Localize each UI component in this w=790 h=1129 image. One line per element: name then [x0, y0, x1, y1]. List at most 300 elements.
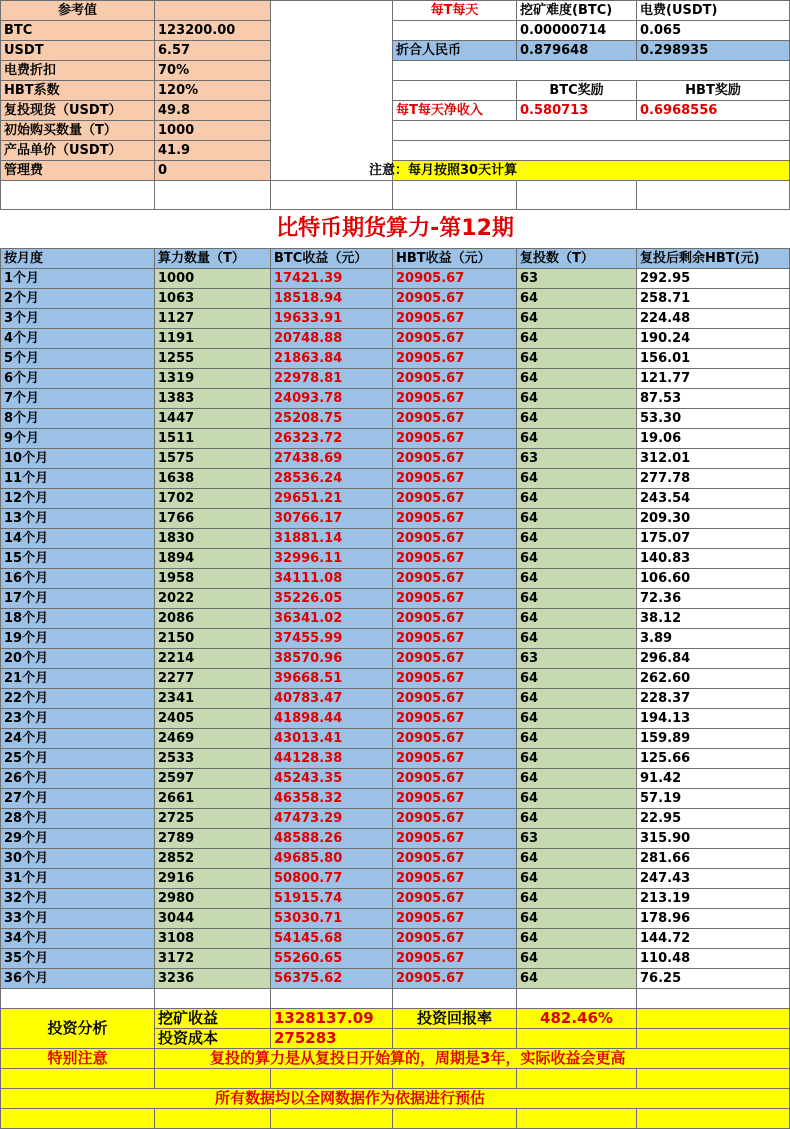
cell-reinvest: 63 — [517, 649, 637, 669]
table-row — [1, 569, 790, 589]
cell-remaining: 3.89 — [637, 629, 790, 649]
cell-hashrate: 1383 — [155, 389, 271, 409]
col-header-hashrate: 算力数量（T） — [155, 249, 271, 269]
cell-reinvest: 64 — [517, 929, 637, 949]
cell-btc-income: 32996.11 — [271, 549, 393, 569]
cell-btc-income: 34111.08 — [271, 569, 393, 589]
analysis-label: 投资分析 — [1, 1009, 155, 1049]
cell-remaining: 19.06 — [637, 429, 790, 449]
table-row — [1, 709, 790, 729]
cell-reinvest: 64 — [517, 809, 637, 829]
cell-month: 29个月 — [1, 829, 155, 849]
cell-remaining: 228.37 — [637, 689, 790, 709]
cell-remaining: 121.77 — [637, 369, 790, 389]
cell-hbt-income: 20905.67 — [393, 289, 517, 309]
cell-hbt-income: 20905.67 — [393, 809, 517, 829]
cell-month: 1个月 — [1, 269, 155, 289]
cell-btc-income: 47473.29 — [271, 809, 393, 829]
table-row — [1, 269, 790, 289]
cell-remaining: 140.83 — [637, 549, 790, 569]
cell-btc-income: 37455.99 — [271, 629, 393, 649]
cell-btc-income: 44128.38 — [271, 749, 393, 769]
table-row — [1, 409, 790, 429]
electricity-value: 0.065 — [637, 21, 790, 41]
cell-reinvest: 64 — [517, 849, 637, 869]
cell-month: 30个月 — [1, 849, 155, 869]
cell-hbt-income: 20905.67 — [393, 789, 517, 809]
cell-hashrate: 2725 — [155, 809, 271, 829]
cell-reinvest: 64 — [517, 729, 637, 749]
cell-reinvest: 63 — [517, 449, 637, 469]
cell-hbt-income: 20905.67 — [393, 429, 517, 449]
table-row — [1, 369, 790, 389]
cell-month: 3个月 — [1, 309, 155, 329]
cell-remaining: 144.72 — [637, 929, 790, 949]
cell-remaining: 213.19 — [637, 889, 790, 909]
cell-month: 22个月 — [1, 689, 155, 709]
rmb-value-1: 0.879648 — [517, 41, 637, 61]
cell-month: 33个月 — [1, 909, 155, 929]
cell-reinvest: 64 — [517, 689, 637, 709]
cell-reinvest: 64 — [517, 949, 637, 969]
cell-hashrate: 2469 — [155, 729, 271, 749]
cell-hbt-income: 20905.67 — [393, 469, 517, 489]
cell-reinvest: 64 — [517, 789, 637, 809]
cell-remaining: 277.78 — [637, 469, 790, 489]
cell-remaining: 243.54 — [637, 489, 790, 509]
month-note: 注意：每月按照30天计算 — [393, 161, 790, 181]
cell-btc-income: 28536.24 — [271, 469, 393, 489]
cell-hbt-income: 20905.67 — [393, 709, 517, 729]
cell-hbt-income: 20905.67 — [393, 389, 517, 409]
cell-remaining: 194.13 — [637, 709, 790, 729]
cell-hbt-income: 20905.67 — [393, 269, 517, 289]
cell-hbt-income: 20905.67 — [393, 869, 517, 889]
table-row — [1, 449, 790, 469]
cell-hashrate: 1575 — [155, 449, 271, 469]
cell-hbt-income: 20905.67 — [393, 629, 517, 649]
cell-hashrate: 1447 — [155, 409, 271, 429]
cell-reinvest: 64 — [517, 709, 637, 729]
cell-remaining: 190.24 — [637, 329, 790, 349]
cell-hashrate: 2214 — [155, 649, 271, 669]
cell-remaining: 247.43 — [637, 869, 790, 889]
cell-month: 25个月 — [1, 749, 155, 769]
cell-hbt-income: 20905.67 — [393, 509, 517, 529]
ref-value: 41.9 — [155, 141, 271, 161]
cell-hbt-income: 20905.67 — [393, 589, 517, 609]
reference-header: 参考值 — [1, 1, 155, 21]
hbt-reward-header: HBT奖励 — [637, 81, 790, 101]
table-row — [1, 649, 790, 669]
cell-btc-income: 29651.21 — [271, 489, 393, 509]
cell-reinvest: 64 — [517, 509, 637, 529]
table-row — [1, 789, 790, 809]
ref-label: BTC — [1, 21, 155, 41]
table-row — [1, 849, 790, 869]
col-header-hbt-income: HBT收益（元） — [393, 249, 517, 269]
rmb-value-2: 0.298935 — [637, 41, 790, 61]
table-row — [1, 329, 790, 349]
cell-remaining: 312.01 — [637, 449, 790, 469]
cell-hbt-income: 20905.67 — [393, 969, 517, 989]
cell-hashrate: 2980 — [155, 889, 271, 909]
cell-month: 16个月 — [1, 569, 155, 589]
cell-month: 5个月 — [1, 349, 155, 369]
cell-remaining: 315.90 — [637, 829, 790, 849]
table-row — [1, 669, 790, 689]
cell-hashrate: 2022 — [155, 589, 271, 609]
cell-hbt-income: 20905.67 — [393, 349, 517, 369]
ref-value: 120% — [155, 81, 271, 101]
cell-reinvest: 64 — [517, 369, 637, 389]
rmb-label: 折合人民币 — [393, 41, 517, 61]
col-header-btc-income: BTC收益（元） — [271, 249, 393, 269]
cell-month: 4个月 — [1, 329, 155, 349]
cell-reinvest: 64 — [517, 529, 637, 549]
cell-remaining: 262.60 — [637, 669, 790, 689]
cell-hashrate: 2916 — [155, 869, 271, 889]
ref-value: 123200.00 — [155, 21, 271, 41]
cell-btc-income: 26323.72 — [271, 429, 393, 449]
cell-btc-income: 53030.71 — [271, 909, 393, 929]
special-note-label: 特别注意 — [1, 1049, 155, 1069]
cell-hashrate: 3108 — [155, 929, 271, 949]
table-row — [1, 769, 790, 789]
table-row — [1, 509, 790, 529]
cell-month: 23个月 — [1, 709, 155, 729]
cell-hashrate: 1000 — [155, 269, 271, 289]
table-row — [1, 809, 790, 829]
cell-btc-income: 46358.32 — [271, 789, 393, 809]
cell-month: 12个月 — [1, 489, 155, 509]
ref-value: 70% — [155, 61, 271, 81]
cell-hashrate: 1127 — [155, 309, 271, 329]
cell-month: 13个月 — [1, 509, 155, 529]
cell-hbt-income: 20905.67 — [393, 609, 517, 629]
ref-label: 复投现货（USDT） — [1, 101, 155, 121]
table-row — [1, 829, 790, 849]
table-row — [1, 529, 790, 549]
footer-note: 所有数据均以全网数据作为依据进行预估 — [1, 1089, 790, 1109]
cell-month: 19个月 — [1, 629, 155, 649]
cell-remaining: 57.19 — [637, 789, 790, 809]
cell-month: 34个月 — [1, 929, 155, 949]
cell-hashrate: 2852 — [155, 849, 271, 869]
cell-reinvest: 63 — [517, 829, 637, 849]
cell-btc-income: 41898.44 — [271, 709, 393, 729]
cell-month: 14个月 — [1, 529, 155, 549]
cell-hashrate: 2086 — [155, 609, 271, 629]
cell-remaining: 296.84 — [637, 649, 790, 669]
table-row — [1, 929, 790, 949]
cell-reinvest: 64 — [517, 349, 637, 369]
cell-hbt-income: 20905.67 — [393, 689, 517, 709]
table-row — [1, 869, 790, 889]
cell-reinvest: 64 — [517, 889, 637, 909]
cell-hbt-income: 20905.67 — [393, 729, 517, 749]
cell-reinvest: 64 — [517, 289, 637, 309]
cell-remaining: 72.36 — [637, 589, 790, 609]
table-row — [1, 969, 790, 989]
cell-month: 31个月 — [1, 869, 155, 889]
cell-remaining: 22.95 — [637, 809, 790, 829]
cell-hbt-income: 20905.67 — [393, 329, 517, 349]
electricity-header: 电费(USDT) — [637, 1, 790, 21]
cell-btc-income: 55260.65 — [271, 949, 393, 969]
ref-label: 管理费 — [1, 161, 155, 181]
cell-btc-income: 39668.51 — [271, 669, 393, 689]
cell-hashrate: 1766 — [155, 509, 271, 529]
difficulty-header: 挖矿难度(BTC) — [517, 1, 637, 21]
cell-reinvest: 64 — [517, 669, 637, 689]
cell-remaining: 209.30 — [637, 509, 790, 529]
cell-hashrate: 3236 — [155, 969, 271, 989]
cell-remaining: 258.71 — [637, 289, 790, 309]
cell-btc-income: 27438.69 — [271, 449, 393, 469]
cell-hashrate: 2405 — [155, 709, 271, 729]
cell-btc-income: 50800.77 — [271, 869, 393, 889]
cell-hbt-income: 20905.67 — [393, 489, 517, 509]
col-header-month: 按月度 — [1, 249, 155, 269]
cell-hashrate: 3044 — [155, 909, 271, 929]
cell-hbt-income: 20905.67 — [393, 529, 517, 549]
cell-hashrate: 1191 — [155, 329, 271, 349]
cell-month: 17个月 — [1, 589, 155, 609]
cell-btc-income: 31881.14 — [271, 529, 393, 549]
cell-reinvest: 64 — [517, 749, 637, 769]
difficulty-value: 0.00000714 — [517, 21, 637, 41]
cell-btc-income: 21863.84 — [271, 349, 393, 369]
cell-hbt-income: 20905.67 — [393, 449, 517, 469]
col-header-reinvest: 复投数（T） — [517, 249, 637, 269]
cell-hashrate: 2789 — [155, 829, 271, 849]
cell-hbt-income: 20905.67 — [393, 669, 517, 689]
roi-value: 482.46% — [517, 1009, 637, 1029]
cell-btc-income: 38570.96 — [271, 649, 393, 669]
cell-hbt-income: 20905.67 — [393, 409, 517, 429]
cell-btc-income: 43013.41 — [271, 729, 393, 749]
ref-label: 电费折扣 — [1, 61, 155, 81]
cell-remaining: 159.89 — [637, 729, 790, 749]
cell-btc-income: 30766.17 — [271, 509, 393, 529]
cell-remaining: 53.30 — [637, 409, 790, 429]
cell-month: 18个月 — [1, 609, 155, 629]
cell-reinvest: 63 — [517, 269, 637, 289]
cell-month: 15个月 — [1, 549, 155, 569]
cell-reinvest: 64 — [517, 569, 637, 589]
cell-month: 7个月 — [1, 389, 155, 409]
cell-hbt-income: 20905.67 — [393, 569, 517, 589]
cell-hashrate: 1063 — [155, 289, 271, 309]
table-row — [1, 549, 790, 569]
cell-hashrate: 1319 — [155, 369, 271, 389]
cell-hbt-income: 20905.67 — [393, 829, 517, 849]
special-note-text: 复投的算力是从复投日开始算的，周期是3年，实际收益会更高 — [155, 1049, 790, 1069]
cell-remaining: 106.60 — [637, 569, 790, 589]
cell-month: 2个月 — [1, 289, 155, 309]
cell-remaining: 281.66 — [637, 849, 790, 869]
ref-value: 0 — [155, 161, 271, 181]
cell-month: 20个月 — [1, 649, 155, 669]
investment-cost-value: 275283 — [271, 1029, 393, 1049]
cell-btc-income: 22978.81 — [271, 369, 393, 389]
cell-btc-income: 56375.62 — [271, 969, 393, 989]
cell-btc-income: 48588.26 — [271, 829, 393, 849]
cell-hbt-income: 20905.67 — [393, 649, 517, 669]
cell-remaining: 91.42 — [637, 769, 790, 789]
cell-btc-income: 35226.05 — [271, 589, 393, 609]
table-row — [1, 889, 790, 909]
cell-hashrate: 1255 — [155, 349, 271, 369]
cell-btc-income: 51915.74 — [271, 889, 393, 909]
cell-month: 9个月 — [1, 429, 155, 449]
cell-hbt-income: 20905.67 — [393, 849, 517, 869]
cell-reinvest: 64 — [517, 409, 637, 429]
cell-btc-income: 20748.88 — [271, 329, 393, 349]
cell-btc-income: 49685.80 — [271, 849, 393, 869]
cell-btc-income: 24093.78 — [271, 389, 393, 409]
table-row — [1, 629, 790, 649]
ref-label: HBT系数 — [1, 81, 155, 101]
cell-month: 21个月 — [1, 669, 155, 689]
cell-hashrate: 2597 — [155, 769, 271, 789]
cell-hbt-income: 20905.67 — [393, 549, 517, 569]
cell-hbt-income: 20905.67 — [393, 749, 517, 769]
cell-reinvest: 64 — [517, 489, 637, 509]
cell-btc-income: 25208.75 — [271, 409, 393, 429]
mining-income-label: 挖矿收益 — [155, 1009, 271, 1029]
cell-btc-income: 54145.68 — [271, 929, 393, 949]
net-income-hbt: 0.6968556 — [637, 101, 790, 121]
cell-month: 24个月 — [1, 729, 155, 749]
cell-hashrate: 1958 — [155, 569, 271, 589]
btc-reward-header: BTC奖励 — [517, 81, 637, 101]
mining-income-value: 1328137.09 — [271, 1009, 393, 1029]
cell-hashrate: 1830 — [155, 529, 271, 549]
table-row — [1, 729, 790, 749]
cell-hashrate: 3172 — [155, 949, 271, 969]
cell-month: 10个月 — [1, 449, 155, 469]
cell-month: 28个月 — [1, 809, 155, 829]
cell-remaining: 175.07 — [637, 529, 790, 549]
net-income-label: 每T每天净收入 — [393, 101, 517, 121]
table-row — [1, 289, 790, 309]
table-row — [1, 749, 790, 769]
cell-remaining: 156.01 — [637, 349, 790, 369]
page-title: 比特币期货算力-第12期 — [276, 216, 514, 241]
cell-reinvest: 64 — [517, 909, 637, 929]
table-row — [1, 349, 790, 369]
cell-hbt-income: 20905.67 — [393, 369, 517, 389]
ref-value: 49.8 — [155, 101, 271, 121]
col-header-remaining: 复投后剩余HBT(元) — [637, 249, 790, 269]
cell-btc-income: 17421.39 — [271, 269, 393, 289]
table-row — [1, 489, 790, 509]
cell-reinvest: 64 — [517, 469, 637, 489]
cell-remaining: 224.48 — [637, 309, 790, 329]
table-row — [1, 909, 790, 929]
cell-month: 11个月 — [1, 469, 155, 489]
cell-month: 36个月 — [1, 969, 155, 989]
cell-hashrate: 2661 — [155, 789, 271, 809]
cell-month: 32个月 — [1, 889, 155, 909]
cell-remaining: 76.25 — [637, 969, 790, 989]
cell-reinvest: 64 — [517, 769, 637, 789]
cell-reinvest: 64 — [517, 869, 637, 889]
cell-reinvest: 64 — [517, 549, 637, 569]
cell-remaining: 38.12 — [637, 609, 790, 629]
cell-hashrate: 2341 — [155, 689, 271, 709]
cell-hashrate: 1702 — [155, 489, 271, 509]
cell-reinvest: 64 — [517, 429, 637, 449]
cell-hbt-income: 20905.67 — [393, 909, 517, 929]
cell-remaining: 110.48 — [637, 949, 790, 969]
cell-hashrate: 1638 — [155, 469, 271, 489]
table-row — [1, 589, 790, 609]
cell-btc-income: 36341.02 — [271, 609, 393, 629]
table-row — [1, 429, 790, 449]
cell-reinvest: 64 — [517, 969, 637, 989]
cell-hbt-income: 20905.67 — [393, 929, 517, 949]
table-row — [1, 469, 790, 489]
cell-reinvest: 64 — [517, 589, 637, 609]
cell-reinvest: 64 — [517, 389, 637, 409]
table-row — [1, 389, 790, 409]
roi-label: 投资回报率 — [393, 1009, 517, 1029]
cell-hashrate: 2150 — [155, 629, 271, 649]
cell-hbt-income: 20905.67 — [393, 889, 517, 909]
table-row — [1, 309, 790, 329]
cell-hbt-income: 20905.67 — [393, 309, 517, 329]
cell-hashrate: 2533 — [155, 749, 271, 769]
table-row — [1, 609, 790, 629]
ref-value: 1000 — [155, 121, 271, 141]
cell-reinvest: 64 — [517, 309, 637, 329]
investment-cost-label: 投资成本 — [155, 1029, 271, 1049]
cell-month: 26个月 — [1, 769, 155, 789]
table-row — [1, 949, 790, 969]
cell-hashrate: 1894 — [155, 549, 271, 569]
cell-month: 35个月 — [1, 949, 155, 969]
cell-btc-income: 18518.94 — [271, 289, 393, 309]
cell-reinvest: 64 — [517, 329, 637, 349]
daily-label: 每T每天 — [393, 1, 517, 21]
cell-hbt-income: 20905.67 — [393, 949, 517, 969]
table-row — [1, 689, 790, 709]
cell-month: 6个月 — [1, 369, 155, 389]
cell-hbt-income: 20905.67 — [393, 769, 517, 789]
ref-value: 6.57 — [155, 41, 271, 61]
ref-label: 产品单价（USDT） — [1, 141, 155, 161]
cell-btc-income: 40783.47 — [271, 689, 393, 709]
cell-remaining: 125.66 — [637, 749, 790, 769]
cell-remaining: 87.53 — [637, 389, 790, 409]
net-income-btc: 0.580713 — [517, 101, 637, 121]
cell-btc-income: 19633.91 — [271, 309, 393, 329]
cell-hashrate: 2277 — [155, 669, 271, 689]
cell-remaining: 292.95 — [637, 269, 790, 289]
ref-label: 初始购买数量（T） — [1, 121, 155, 141]
cell-month: 27个月 — [1, 789, 155, 809]
cell-remaining: 178.96 — [637, 909, 790, 929]
cell-reinvest: 64 — [517, 629, 637, 649]
ref-label: USDT — [1, 41, 155, 61]
cell-btc-income: 45243.35 — [271, 769, 393, 789]
cell-reinvest: 64 — [517, 609, 637, 629]
cell-hashrate: 1511 — [155, 429, 271, 449]
cell-month: 8个月 — [1, 409, 155, 429]
